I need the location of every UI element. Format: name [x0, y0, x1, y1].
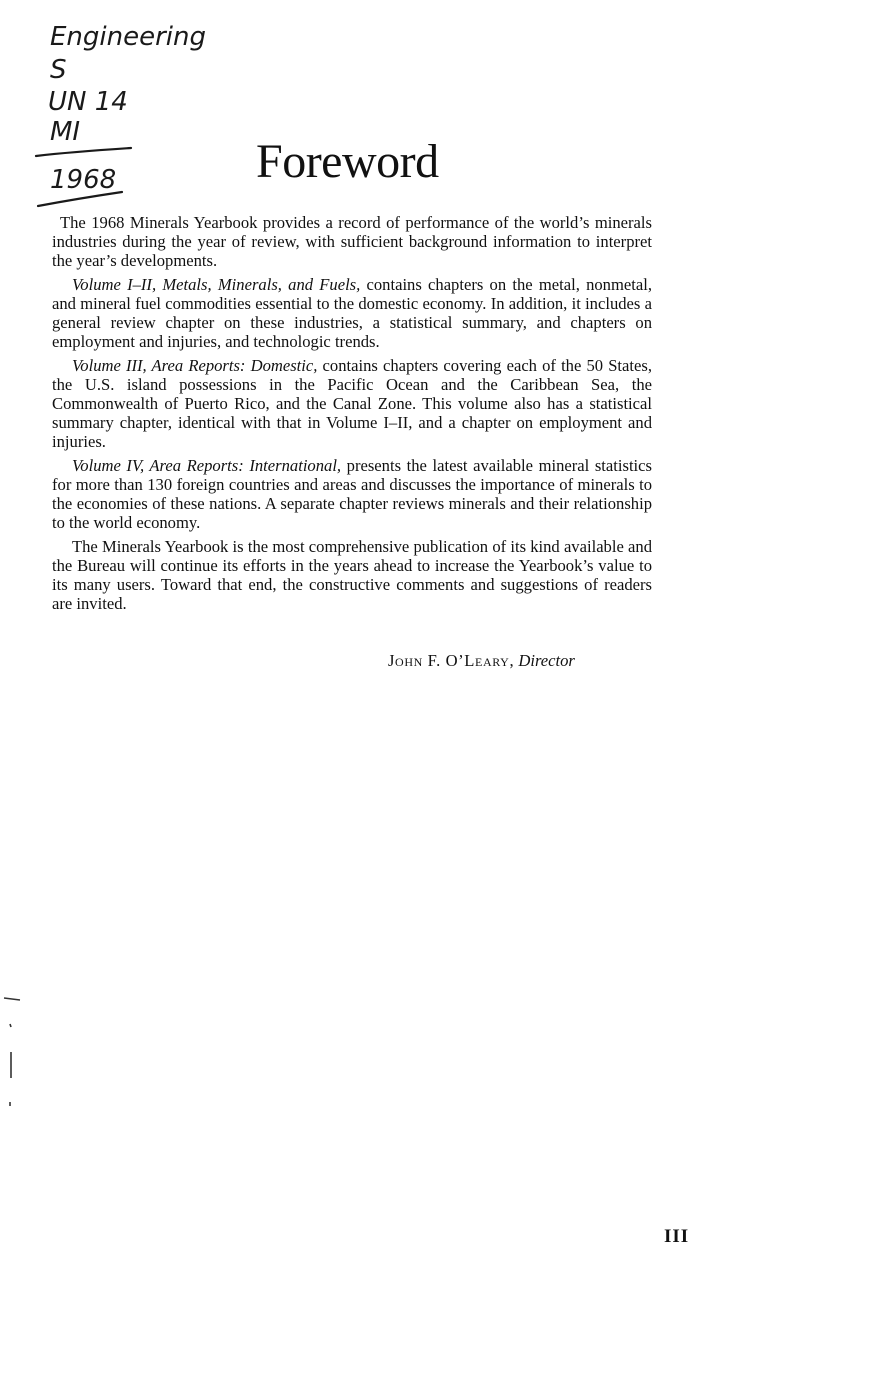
paragraph-text: contains chapters on the metal, nonmetal, and mineral fuel commodities essential to the domestic economy. In addition, it includes a general review chapter on these industries, a statistical summary, and chapters on employment and injuries, and technologic trends. — [52, 275, 652, 351]
signature — [388, 651, 575, 671]
handwritten-line-5: 1968 — [50, 165, 117, 195]
paragraph-text: presents the latest available mineral statistics for more than 130 foreign countries and areas and discusses the importance of minerals to the economies of these nations. A separate chapter reviews minerals and their relationship to the world economy. — [52, 456, 652, 532]
paragraph-lead: Volume III, Area Reports: Domestic, — [72, 356, 318, 375]
paragraph-closing — [52, 537, 652, 613]
handwritten-line-4: MI — [50, 117, 81, 147]
paragraph-volume-4 — [52, 456, 652, 532]
page-title: Foreword — [256, 135, 439, 188]
paragraph-text: contains chapters covering each of the 50 States, the U.S. island possessions in the Pacific Ocean and the Caribbean Sea, the Commonwealth of Puerto Rico, and the Canal Zone. This volume also has a statistical summary chapter, identical with that in Volume I–II, and a chapter on employment and injuries. — [52, 356, 652, 451]
paragraph-text: The Minerals Yearbook is the most comprehensive publication of its kind available and the Bureau will continue its efforts in the years ahead to increase the Yearbook’s value to its many users. Toward that end, the constructive comments and suggestions of readers are invited. — [52, 537, 652, 613]
signatory-role: Director — [518, 651, 575, 670]
handwritten-line-3: UN 14 — [48, 87, 128, 117]
signatory-name: John F. O’Leary, — [388, 651, 515, 670]
scan-margin-marks — [0, 990, 30, 1120]
paragraph-text: The 1968 Minerals Yearbook provides a record of performance of the world’s minerals industries during the year of review, with sufficient background information to interpret the year’s developments. — [52, 213, 652, 270]
handwritten-line-1: Engineering — [50, 22, 206, 52]
handwritten-annotation — [0, 0, 260, 215]
handwritten-underline-1 — [36, 148, 131, 156]
paragraph-lead: Volume I–II, Metals, Minerals, and Fuels, — [72, 275, 361, 294]
paragraph-volume-1-2 — [52, 275, 652, 351]
page-number: III — [664, 1226, 690, 1247]
foreword-body — [52, 213, 652, 618]
paragraph-volume-3 — [52, 356, 652, 451]
handwritten-line-2: S — [50, 55, 67, 85]
paragraph-lead: Volume IV, Area Reports: International, — [72, 456, 342, 475]
paragraph-intro — [52, 213, 652, 270]
